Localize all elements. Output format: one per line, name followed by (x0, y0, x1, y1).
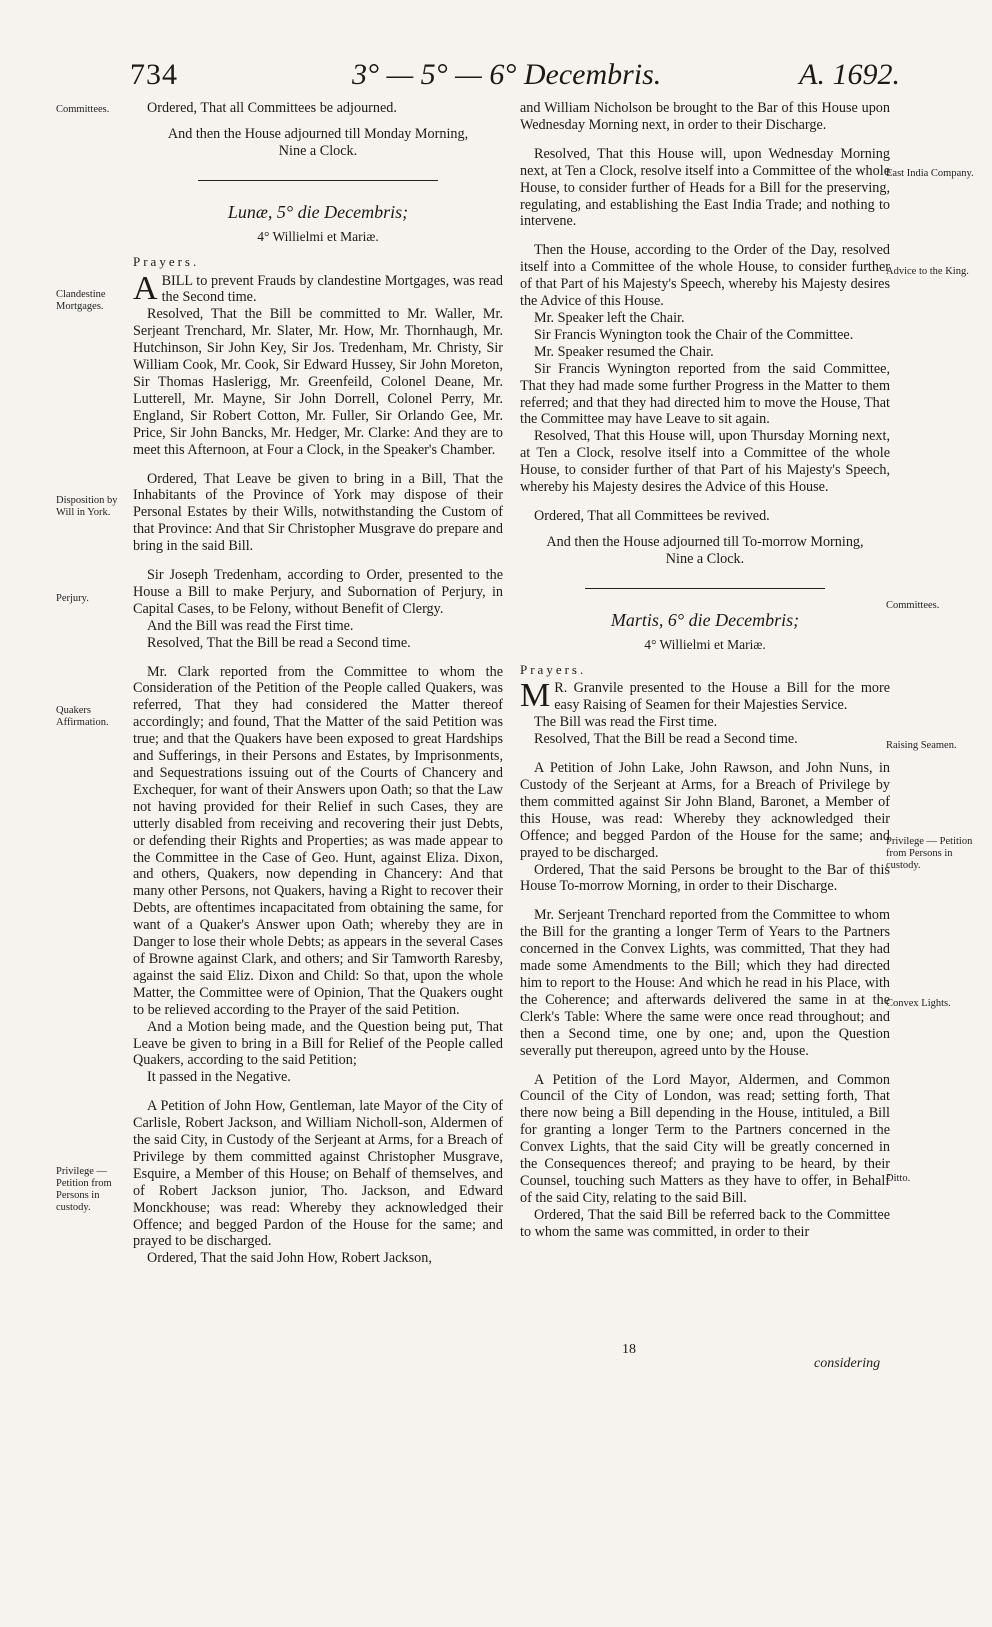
right-column (520, 100, 890, 1241)
margin-note-committees-right: Committees. (886, 600, 940, 611)
entry-york-wills: Ordered, That Leave be given to bring in a Bill, That the Inhabitants of the Province of York may dispose of their Personal Estates by their Wills, notwithstanding the Custom of that Province: And that Sir Christopher Musgrave do prepare and bring in the said Bill. (133, 470, 503, 555)
margin-note-disposition: Disposition by Will in York. (56, 495, 118, 518)
entry-granvile-second: Resolved, That the Bill be read a Second time. (534, 731, 798, 748)
regnal-year: 4° Willielmi et Mariæ. (257, 228, 379, 244)
entry-perjury-bill: Sir Joseph Tredenham, according to Order, presented to the House a Bill to make Perjury, and Subornation of Perjury, in Capital Cases, to be Felony, without Benefit of Clergy. (133, 567, 503, 617)
section-rule-right (585, 588, 825, 589)
margin-note-convex: Convex Lights. (886, 998, 951, 1009)
margin-note-privilege: Privilege — Petition from Persons in custody. (56, 1166, 112, 1213)
entry-referred-back: Ordered, That the said Bill be referred back to the Committee to whom the same was committed, in order to their (520, 1206, 890, 1240)
entry-lake-ordered: Ordered, That the said Persons be brought to the Bar of this House To-morrow Morning, in order to their Discharge. (520, 861, 890, 895)
entry-committees-revived: Ordered, That all Committees be revived. (534, 507, 770, 524)
page-number: 734 (130, 58, 178, 91)
margin-note-quakers: Quakers Affirmation. (56, 705, 109, 728)
entry-quakers-motion: And a Motion being made, and the Question being put, That Leave be given to bring in a Bill for Relief of the People called Quakers, according to the said Petition; (133, 1018, 503, 1069)
page-header (120, 58, 900, 98)
entry-clandestine-bill (133, 269, 503, 307)
entry-london-petition: A Petition of the Lord Mayor, Aldermen, and Common Council of the City of London, was read; setting forth, That there now being a Bill depending in the House, intituled, a Bill for granting a longer Term to the Partners concerned in the Convex Lights, that the said City will be greatly concerned in the Consequences thereof; and praying to be heard, by their Counsel, touching such Matters as they have to offer, in Behalf of the said City, relating to the said Bill. (520, 1071, 890, 1206)
margin-note-clandestine: Clandestine Mortgages. (56, 289, 106, 312)
catchword: considering (814, 1356, 881, 1371)
clandestine-text: BILL to prevent Frauds by clandestine Mortgages, was read the Second time. (161, 272, 503, 306)
entry-wynington-chair: Sir Francis Wynington took the Chair of the Committee. (534, 326, 854, 343)
entry-speaker-left: Mr. Speaker left the Chair. (534, 309, 685, 326)
margin-note-east-india: East India Company. (886, 168, 974, 179)
entry-east-india-committee: Resolved, That this House will, upon Wednesday Morning next, at Ten a Clock, resolve itself into a Committee of the whole House, to consider further of Heads for a Bill for the preserving, regulating, and establishing the East India Trade; and nothing to intervene. (520, 145, 890, 230)
margin-note-raising: Raising Seamen. (886, 740, 957, 751)
entry-perjury-second: Resolved, That the Bill be read a Second time. (147, 634, 411, 651)
margin-note-ditto: Ditto. (886, 1173, 911, 1184)
day-heading: Lunæ, 5° die Decembris; (227, 201, 409, 222)
entry-lake-petition: A Petition of John Lake, John Rawson, and John Nuns, in Custody of the Serjeant at Arms, for a Breach of Privilege by them committed against Sir John Bland, Baronet, a Member of this House, was read: Whereby they acknowledged their Offence; and begged Pardon of the House for the same; and prayed to be discharged. (520, 760, 890, 861)
prayers-heading-right: Prayers. (520, 661, 587, 677)
section-rule (198, 180, 438, 181)
signature-mark: 18 (622, 1342, 636, 1357)
entry-committees-adjourned: Ordered, That all Committees be adjourned. (147, 100, 397, 116)
drop-capital: A (133, 269, 158, 307)
entry-perjury-first: And the Bill was read the First time. (147, 617, 354, 634)
margin-note-perjury: Perjury. (56, 593, 89, 604)
day-heading-right: Martis, 6° die Decembris; (610, 609, 800, 630)
page-dates: 3° — 5° — 6° Decembris. (352, 58, 662, 91)
prayers-heading: Prayers. (133, 253, 200, 269)
left-column (133, 100, 503, 1267)
entry-thursday-committee: Resolved, That this House will, upon Thursday Morning next, at Ten a Clock, resolve itself into a Committee of the whole House, to consider further of that Part of his Majesty's Speech, whereby his Majesty desires the Advice of this House. (520, 428, 890, 496)
margin-note-privilege-right: Privilege — Petition from Persons in custody. (886, 836, 973, 871)
entry-granvile-first: The Bill was read the First time. (534, 714, 718, 731)
entry-speaker-resumed: Mr. Speaker resumed the Chair. (534, 343, 714, 360)
entry-nicholson-bar: and William Nicholson be brought to the Bar of this House upon Wednesday Morning next, in order to their Discharge. (520, 100, 890, 133)
entry-how-petition: A Petition of John How, Gentleman, late Mayor of the City of Carlisle, Robert Jackson, and William Nicholl-son, Aldermen of the said City, in Custody of the Serjeant at Arms, for a Breach of Privilege by them committed against Christopher Musgrave, Esquire, a Member of this House; on Behalf of themselves, and of Robert Jackson junior, Tho. Jackson, and Edward Monckhouse; was read: Whereby they acknowledged their Offence; and begged Pardon of the House for the same; and prayed to be discharged. (133, 1098, 503, 1250)
page-year: A. 1692. (799, 58, 900, 91)
entry-adjourn-tomorrow: And then the House adjourned till To-morrow Morning, Nine a Clock. (546, 533, 864, 567)
drop-capital-right: M (520, 677, 551, 715)
margin-note-committees: Committees. (56, 104, 110, 115)
regnal-year-right: 4° Willielmi et Mariæ. (644, 636, 766, 652)
entry-adjourn-monday: And then the House adjourned till Monday Morning, Nine a Clock. (167, 125, 469, 159)
entry-advice-committee: Then the House, according to the Order of the Day, resolved itself into a Committee of the whole House, to consider further of that Part of his Majesty's Speech, whereby his Majesty desires the Advice of this House. (520, 242, 890, 310)
granvile-text: R. Granvile presented to the House a Bill for the more easy Raising of Seamen for their Majesties Service. (554, 680, 890, 714)
entry-how-ordered: Ordered, That the said John How, Robert Jackson, (147, 1250, 432, 1267)
entry-wynington-report: Sir Francis Wynington reported from the said Committee, That they had made some further Progress in the Matter to them referred; and that they had directed him to move the House, That the Committee may have Leave to sit again. (520, 360, 890, 428)
margin-note-advice: Advice to the King. (886, 266, 969, 277)
entry-trenchard-report: Mr. Serjeant Trenchard reported from the Committee to whom the Bill for the granting a longer Term of Years to the Partners concerned in the Convex Lights, was committed, That they had made some Amendments to the Bill; which they had directed him to report to the House: And which he read in his Place, with the Coherence; and afterwards delivered the same in at the Clerk's Table: Where the same were once read throughout; and then a Second time, one by one; and, upon the Question severally put thereupon, agreed unto by the House. (520, 907, 890, 1059)
entry-quakers-report: Mr. Clark reported from the Committee to whom the Consideration of the Petition of the People called Quakers, was referred, That they had considered the Matter thereof accordingly; and found, That the Matter of the said Petition was true; and that the Quakers have been exposed to great Hardships and Sufferings, in their Persons and Estates, by Imprisonments, and Sequestrations issuing out of the Courts of Chancery and Exchequer, for want of their Answers upon Oath; so that the Law not having provided for their Relief in such Cases, they are utterly disabled from receiving and recovering their just Debts, or defending their Rights and Properties; as was made appear to the Committee in the Case of Geo. Hunt, against Eliza. Dixon, and others, Quakers, now depending in Chancery: And that many other Persons, not Quakers, having a Right to recover their Debts, are oftentimes incapacitated from obtaining the same, for want of a Quaker's Answer upon Oath; whereby they are in Danger to lose their whole Debts; as appears in the several Cases of Browne against Clark, and others; and Sir Tamworth Raresby, against the said Eliz. Dixon and Child: So that, upon the whole Matter, the Committee were of Opinion, That the Quakers ought to be relieved according to the Prayer of the said Petition. (133, 663, 503, 1018)
entry-granvile-bill (520, 677, 890, 715)
entry-quakers-negative: It passed in the Negative. (147, 1069, 291, 1086)
entry-bill-committed: Resolved, That the Bill be committed to Mr. Waller, Mr. Serjeant Trenchard, Mr. Slater, Mr. How, Mr. Thornhaugh, Mr. Hutchinson, Sir John Key, Sir Jos. Tredenham, Mr. Christy, Sir William Cook, Mr. Cook, Sir Edward Hussey, Sir John Moreton, Sir Thomas Haslerigg, Mr. Greenfeild, Colonel Deane, Mr. Lutterell, Mr. Mayne, Sir John Dorrell, Colonel Perry, Mr. England, Sir Robert Cotton, Mr. Fuller, Sir Orlando Gee, Mr. Price, Sir John Bancks, Mr. Hedger, Mr. Clarke: And they are to meet this Afternoon, at Four a Clock, in the Speaker's Chamber. (133, 306, 503, 458)
